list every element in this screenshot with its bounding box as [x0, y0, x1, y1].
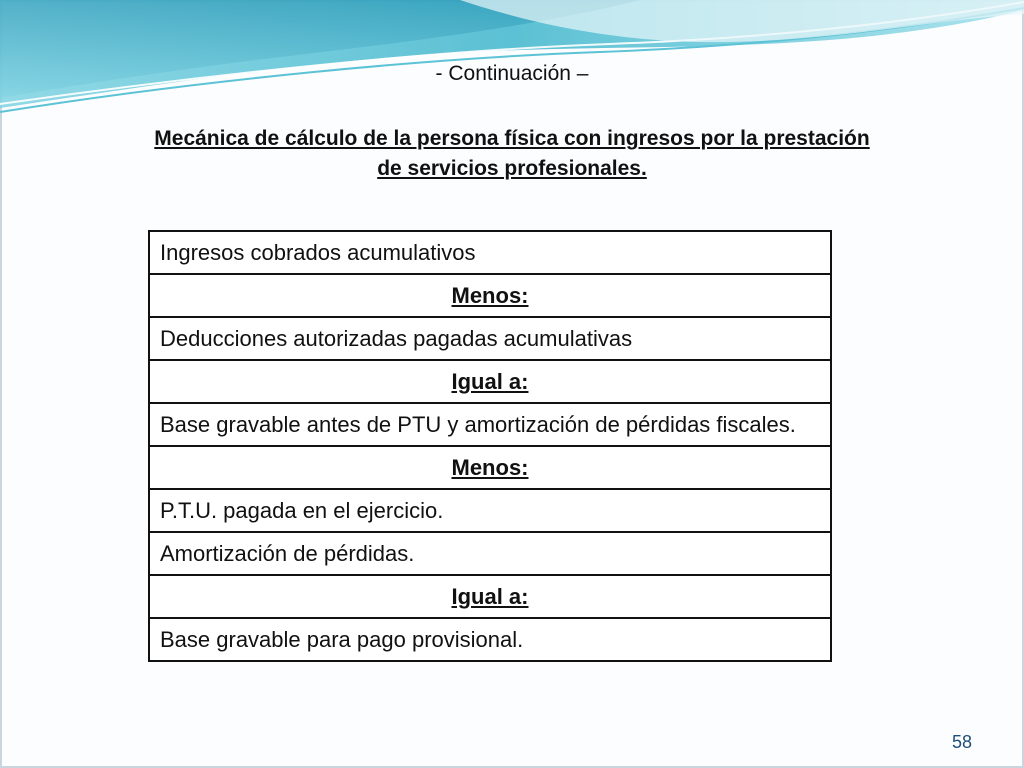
table-cell-item: Amortización de pérdidas. — [149, 532, 831, 575]
table-row — [149, 618, 831, 661]
operator-label: Menos: — [451, 455, 529, 480]
table-row — [149, 532, 831, 575]
table-row — [149, 446, 831, 489]
page-title-line-1: Mecánica de cálculo de la persona física con ingresos por la prestación — [154, 127, 870, 150]
table-cell-item: Base gravable para pago provisional. — [149, 618, 831, 661]
page-number: 58 — [951, 732, 972, 752]
operator-label: Igual a: — [451, 369, 529, 394]
operator-label: Igual a: — [451, 584, 529, 609]
table-cell-item: P.T.U. pagada en el ejercicio. — [149, 489, 831, 532]
table-cell-operator — [149, 446, 831, 489]
table-cell-item: Base gravable antes de PTU y amortización de pérdidas fiscales. — [149, 403, 831, 446]
table-cell-operator — [149, 360, 831, 403]
page-title — [72, 124, 952, 184]
table-row — [149, 231, 831, 274]
operator-label: Menos: — [451, 283, 529, 308]
table-row — [149, 317, 831, 360]
calculation-table — [148, 230, 832, 662]
continuation-label: - Continuación – — [435, 62, 589, 85]
table-cell-operator — [149, 575, 831, 618]
table-row — [149, 575, 831, 618]
table-cell-item: Deducciones autorizadas pagadas acumulativas — [149, 317, 831, 360]
table-row — [149, 403, 831, 446]
table-row — [149, 489, 831, 532]
table-cell-operator — [149, 274, 831, 317]
table-cell-item: Ingresos cobrados acumulativos — [149, 231, 831, 274]
table-row — [149, 274, 831, 317]
table-row — [149, 360, 831, 403]
page-title-line-2: de servicios profesionales. — [377, 157, 647, 180]
